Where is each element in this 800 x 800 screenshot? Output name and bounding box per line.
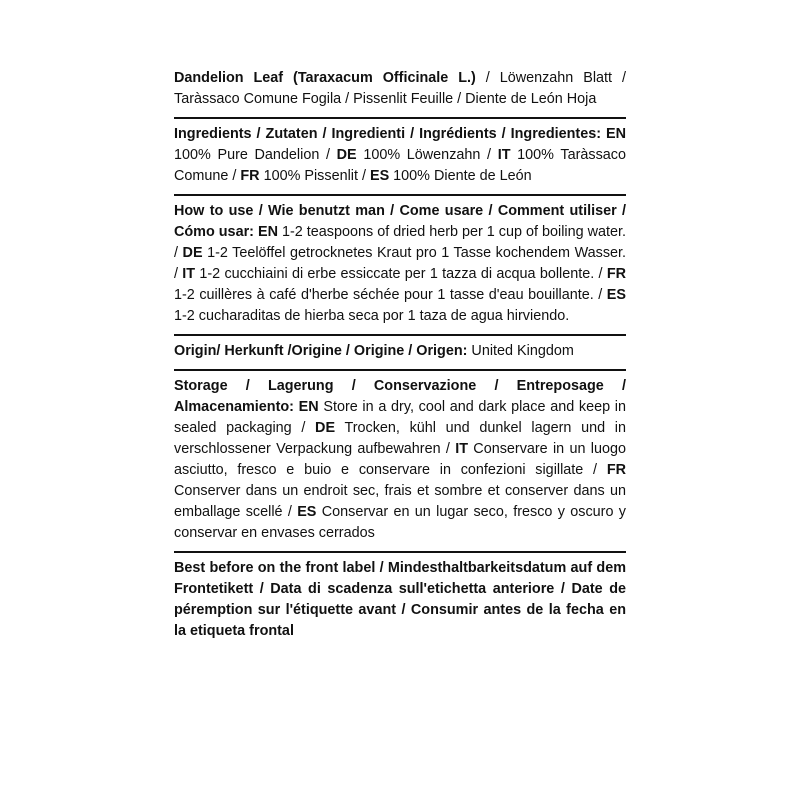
usage-heading: How to use / Wie benutzt man / Come usare / Comment utiliser / Cómo usar:: [174, 203, 626, 240]
storage-fr: Conserver dans un endroit sec, frais et sombre et conserver dans un emballage scellé /: [174, 483, 626, 520]
storage-it: Conservare in un luogo asciutto, fresco e buio e conservare in confezioni sigillate /: [174, 441, 626, 478]
ingredients-en: 100% Pure Dandelion /: [174, 147, 337, 163]
lang-code-en: EN: [257, 224, 278, 240]
usage-en: 1-2 teaspoons of dried herb per 1 cup of boiling water. /: [174, 224, 627, 261]
product-title: Dandelion Leaf (Taraxacum Officinale L.): [174, 70, 476, 86]
lang-code-it: IT: [455, 441, 468, 457]
best-before-section: [174, 556, 626, 642]
usage-de: 1-2 Teelöffel getrocknetes Kraut pro 1 Tasse kochendem Wasser. /: [174, 245, 627, 282]
divider: [174, 551, 626, 553]
best-before-text: Best before on the front label / Mindesthaltbarkeitsdatum auf dem Frontetikett / Data di scadenza sull'etichetta anteriore / Date de péremption sur l'étiquette avant / Consumir antes de la fecha en la etiqueta frontal: [174, 560, 626, 639]
origin-heading: Origin/ Herkunft /Origine / Origine / Origen:: [174, 343, 468, 359]
storage-section: [174, 374, 626, 551]
lang-code-es: ES: [369, 168, 390, 184]
lang-code-fr: FR: [240, 168, 260, 184]
lang-code-en: EN: [298, 399, 319, 415]
storage-es: Conservar en un lugar seco, fresco y oscuro y conservar en envases cerrados: [174, 504, 626, 541]
usage-fr: 1-2 cuillères à café d'herbe séchée pour 1 tasse d'eau bouillante. /: [174, 287, 607, 303]
ingredients-section: [174, 122, 626, 194]
divider: [174, 117, 626, 119]
origin-value: United Kingdom: [467, 343, 574, 359]
ingredients-heading: Ingredients / Zutaten / Ingredienti / Ingrédients / Ingredientes:: [174, 126, 601, 142]
origin-section: [174, 339, 626, 369]
usage-es: 1-2 cucharaditas de hierba seca por 1 taza de agua hirviendo.: [174, 308, 570, 324]
storage-heading: Storage / Lagerung / Conservazione / Entreposage / Almacenamiento:: [174, 378, 626, 415]
lang-code-es: ES: [606, 287, 626, 303]
ingredients-de: 100% Löwenzahn /: [356, 147, 498, 163]
usage-it: 1-2 cucchiaini di erbe essiccate per 1 tazza di acqua bollente. /: [195, 266, 607, 282]
lang-code-it: IT: [497, 147, 511, 163]
divider: [174, 369, 626, 371]
product-title-section: [174, 66, 626, 117]
product-label: [174, 66, 626, 642]
product-title-translations: / Löwenzahn Blatt / Taràssaco Comune Fogila / Pissenlit Feuille / Diente de León Hoja: [174, 70, 626, 107]
lang-code-en: EN: [606, 126, 627, 142]
divider: [174, 334, 626, 336]
storage-en: Store in a dry, cool and dark place and keep in sealed packaging /: [174, 399, 626, 436]
lang-code-de: DE: [182, 245, 203, 261]
lang-code-de: DE: [336, 147, 357, 163]
lang-code-fr: FR: [606, 462, 626, 478]
ingredients-it: 100% Taràssaco Comune /: [174, 147, 626, 184]
divider: [174, 194, 626, 196]
lang-code-es: ES: [297, 504, 317, 520]
lang-code-it: IT: [182, 266, 196, 282]
lang-code-fr: FR: [606, 266, 626, 282]
usage-section: [174, 199, 626, 334]
ingredients-fr: 100% Pissenlit /: [259, 168, 370, 184]
storage-de: Trocken, kühl und dunkel lagern und in verschlossener Verpackung aufbewahren /: [174, 420, 626, 457]
ingredients-es: 100% Diente de León: [389, 168, 532, 184]
lang-code-de: DE: [315, 420, 336, 436]
